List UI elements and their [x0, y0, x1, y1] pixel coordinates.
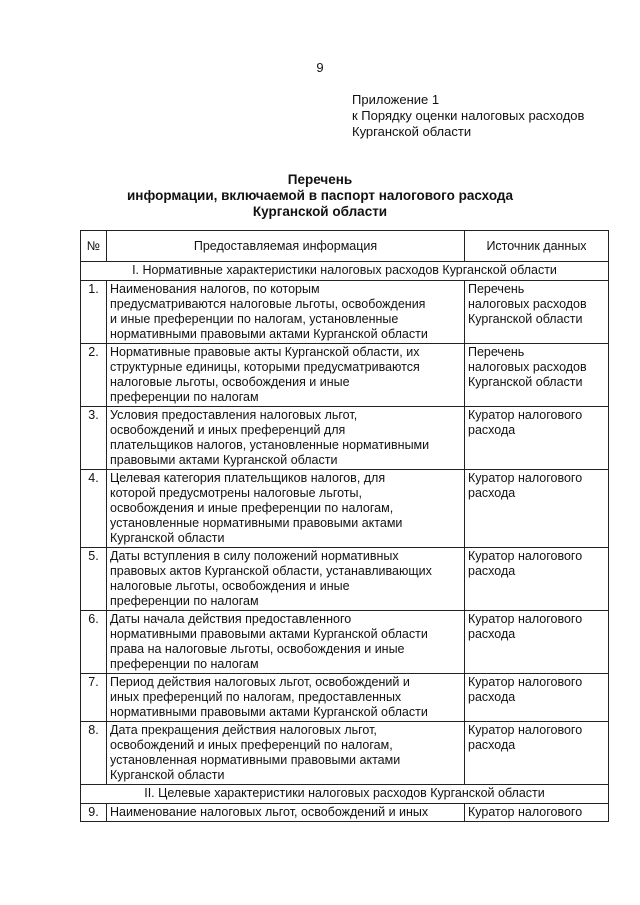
- row-source: Куратор налогового расхода: [465, 407, 609, 470]
- row-info: Целевая категория плательщиков налогов, для которой предусмотрены налоговые льготы, освобождения и иные преференции по налогам, установленные нормативными правовыми актами Курганской области: [107, 470, 465, 548]
- table-row: [81, 344, 609, 407]
- appendix-line: к Порядку оценки налоговых расходов: [352, 108, 585, 123]
- row-info: Дата прекращения действия налоговых льгот, освобождений и иных преференций по налогам, установленная нормативными правовыми актами Курганской области: [107, 722, 465, 785]
- page-number: 9: [316, 60, 324, 75]
- appendix-note: [352, 92, 584, 140]
- row-number: 3.: [81, 407, 107, 470]
- table-row: [81, 407, 609, 470]
- table-row: [81, 611, 609, 674]
- title-line: Курганской области: [252, 204, 388, 219]
- info-table: [80, 230, 609, 822]
- table-row: [81, 674, 609, 722]
- section-row: [81, 785, 609, 804]
- table-header-row: [81, 231, 609, 262]
- row-info: Период действия налоговых льгот, освобождений и иных преференций по налогам, предоставленных нормативными правовыми актами Курганской области: [107, 674, 465, 722]
- row-number: 2.: [81, 344, 107, 407]
- table-row: [81, 804, 609, 822]
- section1-rows: [81, 281, 609, 785]
- section-heading: I. Нормативные характеристики налоговых расходов Курганской области: [81, 262, 609, 281]
- title-line: Перечень: [287, 172, 353, 187]
- row-source: Перечень налоговых расходов Курганской области: [465, 281, 609, 344]
- row-info: Даты вступления в силу положений нормативных правовых актов Курганской области, устанавливающих налоговые льготы, освобождения и иные преференции по налогам: [107, 548, 465, 611]
- row-number: 4.: [81, 470, 107, 548]
- row-number: 8.: [81, 722, 107, 785]
- row-source: Куратор налогового расхода: [465, 674, 609, 722]
- row-number: 5.: [81, 548, 107, 611]
- row-number: 6.: [81, 611, 107, 674]
- row-info: Даты начала действия предоставленного нормативными правовыми актами Курганской области права на налоговые льготы, освобождения и иные преференции по налогам: [107, 611, 465, 674]
- row-number: 1.: [81, 281, 107, 344]
- document-title: [0, 172, 640, 220]
- appendix-line: Курганской области: [352, 124, 472, 139]
- row-source: Куратор налогового расхода: [465, 611, 609, 674]
- row-source: Куратор налогового: [465, 804, 609, 822]
- table-row: [81, 548, 609, 611]
- header-info: Предоставляемая информация: [107, 231, 465, 262]
- row-source: Куратор налогового расхода: [465, 470, 609, 548]
- row-number: 7.: [81, 674, 107, 722]
- appendix-line: Приложение 1: [352, 92, 440, 107]
- row-source: Перечень налоговых расходов Курганской области: [465, 344, 609, 407]
- row-info: Наименования налогов, по которым предусматриваются налоговые льготы, освобождения и иные преференции по налогам, установленные нормативными правовыми актами Курганской области: [107, 281, 465, 344]
- table-row: [81, 470, 609, 548]
- title-line: информации, включаемой в паспорт налогового расхода: [127, 188, 513, 203]
- section-row: [81, 262, 609, 281]
- row-number: 9.: [81, 804, 107, 822]
- table-row: [81, 281, 609, 344]
- row-source: Куратор налогового расхода: [465, 548, 609, 611]
- row-info: Наименование налоговых льгот, освобождений и иных: [107, 804, 465, 822]
- section2-rows: [81, 804, 609, 822]
- row-source: Куратор налогового расхода: [465, 722, 609, 785]
- header-num: №: [81, 231, 107, 262]
- row-info: Условия предоставления налоговых льгот, освобождений и иных преференций для плательщиков налогов, установленные нормативными правовыми актами Курганской области: [107, 407, 465, 470]
- section-heading: II. Целевые характеристики налоговых расходов Курганской области: [81, 785, 609, 804]
- header-source: Источник данных: [465, 231, 609, 262]
- row-info: Нормативные правовые акты Курганской области, их структурные единицы, которыми предусматриваются налоговые льготы, освобождения и иные преференции по налогам: [107, 344, 465, 407]
- table-row: [81, 722, 609, 785]
